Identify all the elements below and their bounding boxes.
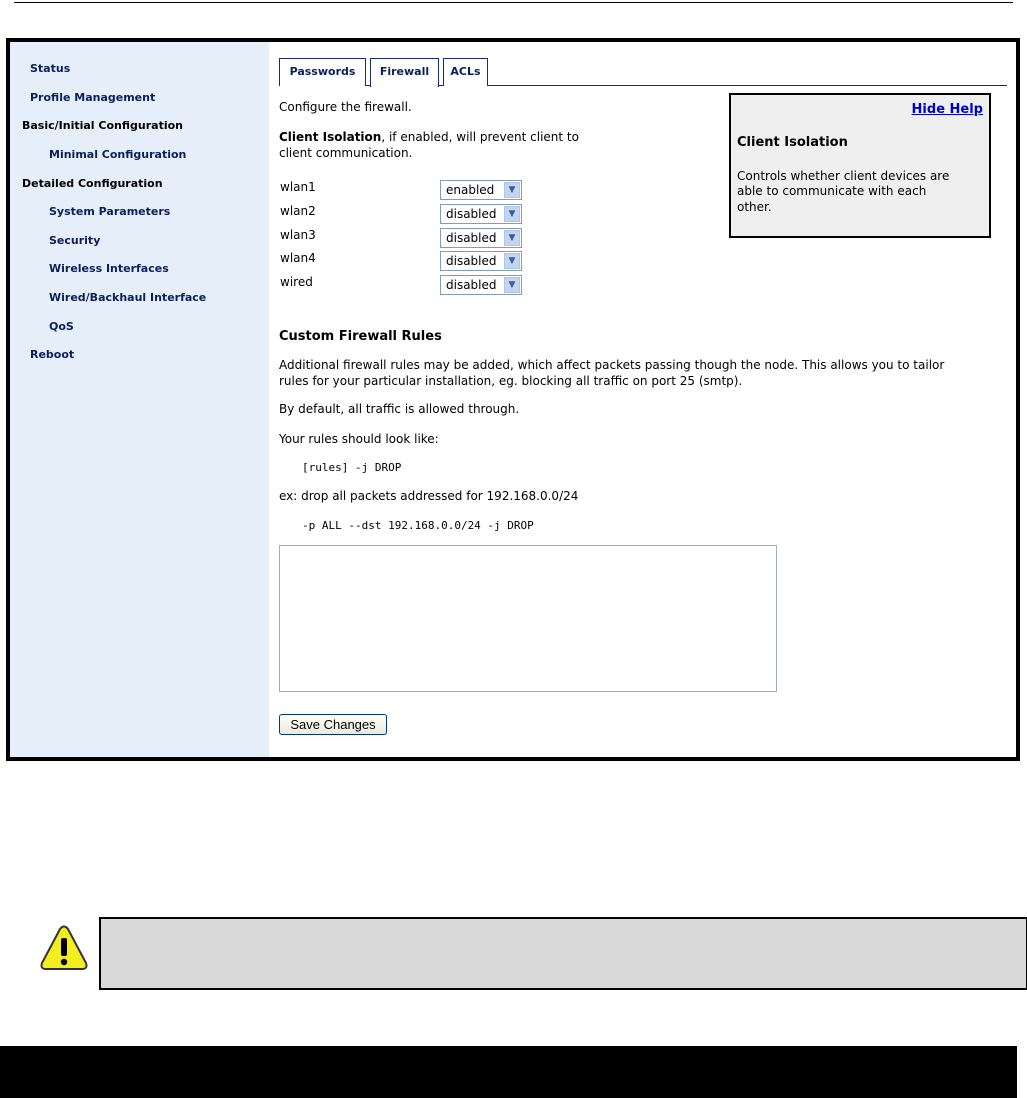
client-isolation-desc (279, 130, 579, 144)
help-body-1: Controls whether client devices are (737, 169, 950, 183)
footer-bar (0, 1046, 1017, 1098)
iface-value-wired: disabled (446, 278, 497, 292)
custom-rules-title: Custom Firewall Rules (279, 329, 442, 344)
sidebar-item-security[interactable]: Security (49, 234, 101, 247)
save-changes-button[interactable]: Save Changes (279, 714, 387, 735)
chevron-down-icon: ▼ (504, 253, 520, 269)
sidebar-item-profile-management[interactable]: Profile Management (30, 91, 156, 104)
main-content (269, 42, 1016, 757)
iface-select-wlan2[interactable] (440, 204, 522, 224)
help-title: Client Isolation (737, 135, 848, 150)
sidebar-item-minimal-configuration[interactable]: Minimal Configuration (49, 148, 187, 161)
tab-passwords[interactable]: Passwords (279, 58, 366, 86)
rules-format: [rules] -j DROP (302, 461, 402, 474)
chevron-down-icon: ▼ (504, 230, 520, 246)
iface-label-wlan4: wlan4 (280, 251, 316, 265)
help-panel (729, 93, 991, 238)
sidebar-heading-basic: Basic/Initial Configuration (22, 119, 183, 132)
example-text: ex: drop all packets addressed for 192.168.0.0/24 (279, 489, 579, 503)
sidebar-item-wireless-interfaces[interactable]: Wireless Interfaces (49, 262, 169, 275)
sidebar-heading-detailed: Detailed Configuration (22, 177, 163, 190)
client-isolation-label: Client Isolation (279, 130, 382, 144)
example-rule: -p ALL --dst 192.168.0.0/24 -j DROP (302, 519, 534, 532)
sidebar (10, 42, 269, 757)
help-body-2: able to communicate with each (737, 184, 927, 198)
iface-value-wlan1: enabled (446, 183, 495, 197)
iface-label-wlan2: wlan2 (280, 204, 316, 218)
client-isolation-desc-2: client communication. (279, 146, 413, 160)
iface-label-wlan1: wlan1 (280, 180, 316, 194)
tab-firewall[interactable]: Firewall (370, 58, 439, 87)
iface-value-wlan3: disabled (446, 231, 497, 245)
iface-label-wlan3: wlan3 (280, 228, 316, 242)
rules-look-text: Your rules should look like: (279, 432, 439, 446)
hide-help-link[interactable]: Hide Help (911, 102, 983, 117)
warning-icon (40, 925, 88, 973)
iface-select-wlan1[interactable] (440, 180, 522, 200)
iface-select-wlan4[interactable] (440, 251, 522, 271)
sidebar-item-status[interactable]: Status (30, 62, 71, 75)
iface-label-wired: wired (280, 275, 313, 289)
iface-value-wlan4: disabled (446, 254, 497, 268)
sidebar-item-system-parameters[interactable]: System Parameters (49, 205, 171, 218)
top-rule (14, 2, 1013, 3)
chevron-down-icon: ▼ (504, 182, 520, 198)
sidebar-item-reboot[interactable]: Reboot (30, 348, 75, 361)
chevron-down-icon: ▼ (504, 206, 520, 222)
warning-box (99, 917, 1027, 990)
sidebar-item-wired-backhaul[interactable]: Wired/Backhaul Interface (49, 291, 207, 304)
chevron-down-icon: ▼ (504, 277, 520, 293)
client-isolation-desc-1: , if enabled, will prevent client to (381, 130, 579, 144)
tab-acls[interactable]: ACLs (443, 58, 488, 86)
iface-select-wired[interactable] (440, 275, 522, 295)
sidebar-item-qos[interactable]: QoS (49, 320, 74, 333)
custom-rules-textarea[interactable] (279, 545, 777, 692)
iface-value-wlan2: disabled (446, 207, 497, 221)
custom-rules-desc-1: Additional firewall rules may be added, which affect packets passing though the node. This allows you to tailor (279, 358, 945, 372)
help-body-3: other. (737, 200, 772, 214)
app-frame (6, 38, 1020, 761)
custom-rules-desc-2: rules for your particular installation, eg. blocking all traffic on port 25 (smtp). (279, 374, 743, 388)
default-text: By default, all traffic is allowed through. (279, 402, 520, 416)
iface-select-wlan3[interactable] (440, 228, 522, 248)
intro-text: Configure the firewall. (279, 100, 412, 114)
